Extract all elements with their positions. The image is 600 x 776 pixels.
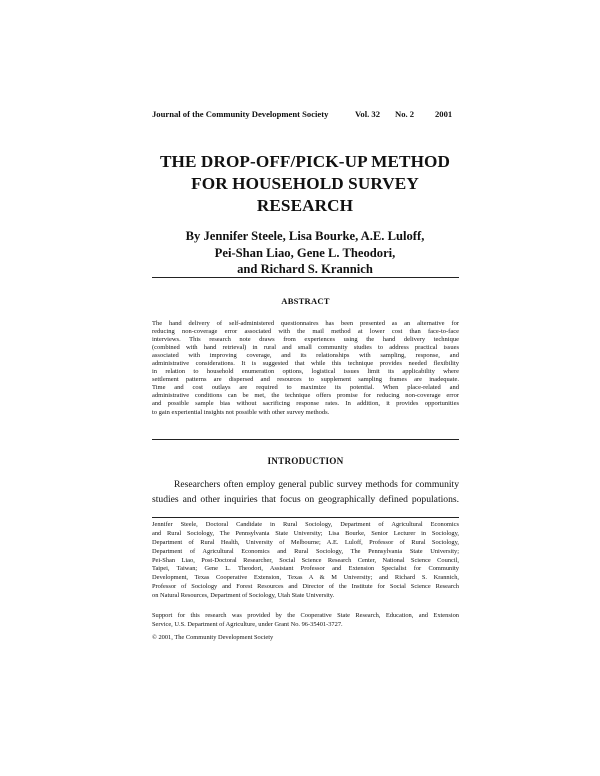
- abstract-line: administrative considerations. It is suggested that while this technique provides needed flexibility: [152, 360, 459, 368]
- title-line: THE DROP-OFF/PICK-UP METHOD: [159, 152, 451, 171]
- author-list: [100, 228, 510, 278]
- author-line: By Jennifer Steele, Lisa Bourke, A.E. Luloff,: [185, 229, 425, 243]
- divider-top: [152, 277, 459, 278]
- affiliation-line: Professor of Sociology and Forest Resources and Director of the Institute for Social Science Research: [152, 583, 459, 591]
- abstract-line: interviews. This research note draws from experiences using the hand delivery technique: [152, 336, 459, 344]
- copyright-note: [152, 634, 459, 643]
- affiliation-line: Jennifer Steele, Doctoral Candidate in Rural Sociology, Department of Agricultural Economics: [152, 521, 459, 528]
- abstract-line: in relation to household enumeration options, logistical issues limit its applicability where: [152, 368, 459, 376]
- introduction-text: [152, 478, 459, 507]
- affiliation-line: and Rural Sociology, The Pennsylvania State University; Lisa Bourke, Senior Lecturer in Sociology,: [152, 529, 459, 537]
- abstract-line: reducing non-coverage error associated with the mail method at lower cost than face-to-face: [152, 328, 459, 336]
- abstract-line: to gain experiential insights not possible with other survey methods.: [152, 408, 330, 416]
- support-line: Support for this research was provided by the Cooperative State Research, Education, and Extension: [152, 612, 459, 619]
- footnote-divider: [152, 517, 459, 518]
- divider-bottom: [152, 439, 459, 440]
- abstract-line: settlement patterns are dispersed and resources to supplement sampling frames are inadequate.: [152, 376, 459, 384]
- intro-line: Researchers often employ general public survey methods for community: [174, 479, 459, 490]
- affiliation-line: Department of Agricultural Economics and Rural Sociology, The Pennsylvania State University;: [152, 547, 459, 555]
- issue-number: No. 2: [395, 109, 415, 119]
- article-title: [100, 151, 510, 217]
- journal-name: Journal of the Community Development Society: [152, 109, 329, 119]
- abstract-line: and possible sample bias without sacrificing response rates. In addition, it provides opportunities: [152, 400, 459, 408]
- copyright-line: © 2001, The Community Development Society: [152, 634, 274, 641]
- abstract-line: associated with improving coverage, and its relationships with sampling, response, and: [152, 352, 459, 360]
- support-line: Service, U.S. Department of Agriculture, under Grant No. 96-35401-3727.: [152, 620, 343, 628]
- affiliation-line: Pei-Shan Liao, Post-Doctoral Researcher, Social Science Research Center, National Science Council,: [152, 556, 459, 564]
- author-affiliations: [152, 521, 459, 601]
- abstract-line: Time and cost outlays are required to maximize its potential. When place-related and: [152, 384, 459, 392]
- intro-line: studies and other inquiries that focus on geographically defined populations.: [152, 493, 459, 505]
- author-line: Pei-Shan Liao, Gene L. Theodori,: [214, 245, 396, 260]
- affiliation-line: Development, Texas Cooperative Extension, Texas A & M University; and Richard S. Krannich,: [152, 574, 459, 582]
- abstract-line: (combined with hand retrieval) in rural and small community studies to address practical issues: [152, 344, 459, 352]
- affiliation-line: on Natural Resources, Department of Sociology, Utah State University.: [152, 592, 335, 600]
- affiliation-line: Department of Rural Health, University of Melbourne; A.E. Luloff, Professor of Rural Sociology,: [152, 538, 459, 546]
- abstract-heading: ABSTRACT: [281, 296, 330, 306]
- author-line: and Richard S. Krannich: [237, 262, 373, 276]
- volume-number: Vol. 32: [355, 109, 380, 119]
- publication-year: 2001: [435, 109, 453, 119]
- title-line: RESEARCH: [256, 196, 354, 215]
- abstract-line: The hand delivery of self-administered questionnaires has been presented as an alternative for: [152, 320, 459, 327]
- funding-note: [152, 612, 459, 630]
- title-line: FOR HOUSEHOLD SURVEY: [191, 174, 419, 193]
- introduction-heading: INTRODUCTION: [267, 456, 344, 466]
- abstract-line: administrative conditions can be met, the technique offers promise for reducing non-coverage error: [152, 392, 459, 400]
- abstract-text: [152, 320, 459, 417]
- affiliation-line: Taipei, Taiwan; Gene L. Theodori, Assistant Professor and Extension Specialist for Community: [152, 565, 459, 573]
